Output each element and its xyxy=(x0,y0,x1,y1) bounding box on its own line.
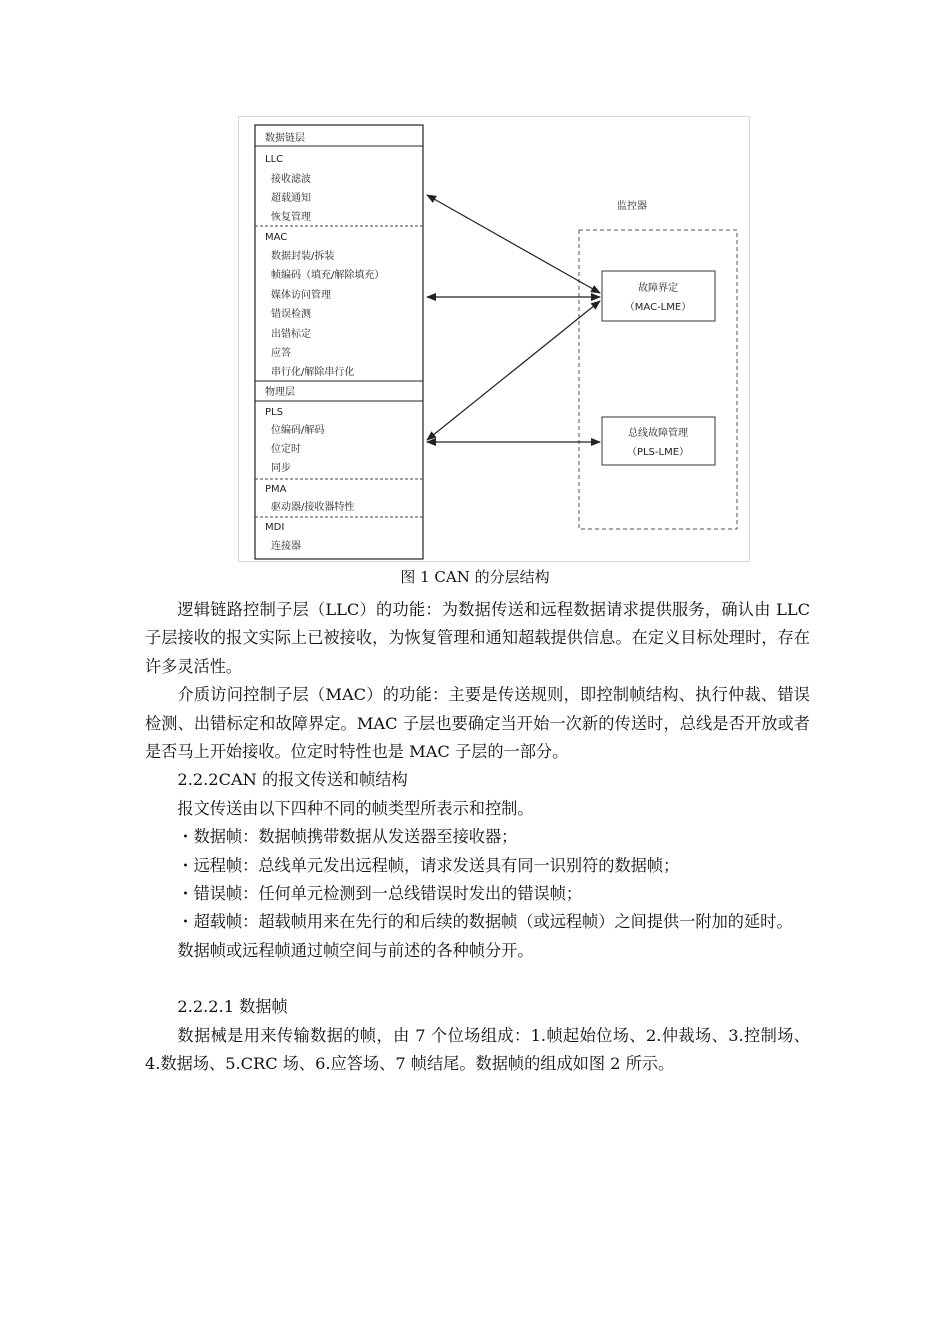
mac-item: 数据封装/拆装 xyxy=(271,251,335,262)
bullet-data-frame: ・数据帧：数据帧携带数据从发送器至接收器； xyxy=(177,827,518,847)
paragraph-llc: 逻辑链路控制子层（LLC）的功能：为数据传送和远程数据请求提供服务，确认由 LLC 子层接收的报文实际上已被接收，为恢复管理和通知超载提供信息。在定义目标处理时，存在许多灵活性。 xyxy=(145,600,810,676)
physical-layer-label: 物理层 xyxy=(265,387,295,398)
data-link-layer-label: 数据链层 xyxy=(265,133,305,144)
llc-label: LLC xyxy=(265,154,284,165)
mdi-label: MDI xyxy=(265,522,285,533)
llc-item: 超载通知 xyxy=(271,193,311,204)
bullet-remote-frame: ・远程帧：总线单元发出远程帧，请求发送具有同一识别符的数据帧； xyxy=(177,855,680,875)
paragraph-interframe: 数据帧或远程帧通过帧空间与前述的各种帧分开。 xyxy=(177,940,534,960)
monitor-title: 监控器 xyxy=(617,201,647,212)
bus-failure-label: 总线故障管理 xyxy=(628,428,688,439)
mdi-item: 连接器 xyxy=(271,541,301,552)
llc-item: 恢复管理 xyxy=(271,212,311,223)
pma-item: 驱动器/接收器特性 xyxy=(271,502,355,513)
paragraph-mac: 介质访问控制子层（MAC）的功能：主要是传送规则，即控制帧结构、执行仲裁、错误检测、出错标定和故障界定。MAC 子层也要确定当开始一次新的传送时，总线是否开放或者是否马上开始接收。位定时特性也是 MAC 子层的一部分。 xyxy=(145,685,810,762)
pls-item: 位定时 xyxy=(271,444,301,455)
bullet-overload-frame: ・超载帧：超载帧用来在先行的和后续的数据帧（或远程帧）之间提供一附加的延时。 xyxy=(177,912,793,932)
bus-failure-sub: （PLS-LME） xyxy=(626,447,690,458)
pls-item: 位编码/解码 xyxy=(271,425,325,436)
paragraph-data-frame: 数据械是用来传输数据的帧，由 7 个位场组成：1.帧起始位场、2.仲裁场、3.控制场、4.数据场、5.CRC 场、6.应答场、7 帧结尾。数据帧的组成如图 2 所示。 xyxy=(145,1025,810,1074)
subsection-heading: 2.2.2.1 数据帧 xyxy=(177,997,288,1017)
mac-item: 应答 xyxy=(271,348,291,359)
pls-label: PLS xyxy=(265,407,283,418)
mac-item: 帧编码（填充/解除填充） xyxy=(271,270,385,281)
fault-confinement-sub: （MAC-LME） xyxy=(624,302,692,313)
can-layer-diagram xyxy=(239,117,751,563)
mac-label: MAC xyxy=(265,232,288,243)
mac-item: 错误检测 xyxy=(271,309,311,320)
figure-caption: 图 1 CAN 的分层结构 xyxy=(400,568,550,586)
llc-item: 接收滤波 xyxy=(271,174,311,185)
mac-item: 媒体访问管理 xyxy=(271,290,331,301)
fault-confinement-label: 故障界定 xyxy=(638,283,678,294)
mac-item: 出错标定 xyxy=(271,329,311,340)
mac-item: 串行化/解除串行化 xyxy=(271,367,355,378)
fault-confinement-box xyxy=(602,271,715,321)
body-text xyxy=(145,596,810,1079)
can-layer-figure xyxy=(238,116,750,562)
section-heading: 2.2.2CAN 的报文传送和帧结构 xyxy=(177,770,408,790)
arrow-llc-fault xyxy=(427,195,600,293)
pma-label: PMA xyxy=(265,484,287,495)
arrow-pls-fault xyxy=(427,301,600,440)
bullet-error-frame: ・错误帧：任何单元检测到一总线错误时发出的错误帧； xyxy=(177,884,583,904)
paragraph-frame-types: 报文传送由以下四种不同的帧类型所表示和控制。 xyxy=(177,798,534,818)
pls-item: 同步 xyxy=(271,463,291,474)
